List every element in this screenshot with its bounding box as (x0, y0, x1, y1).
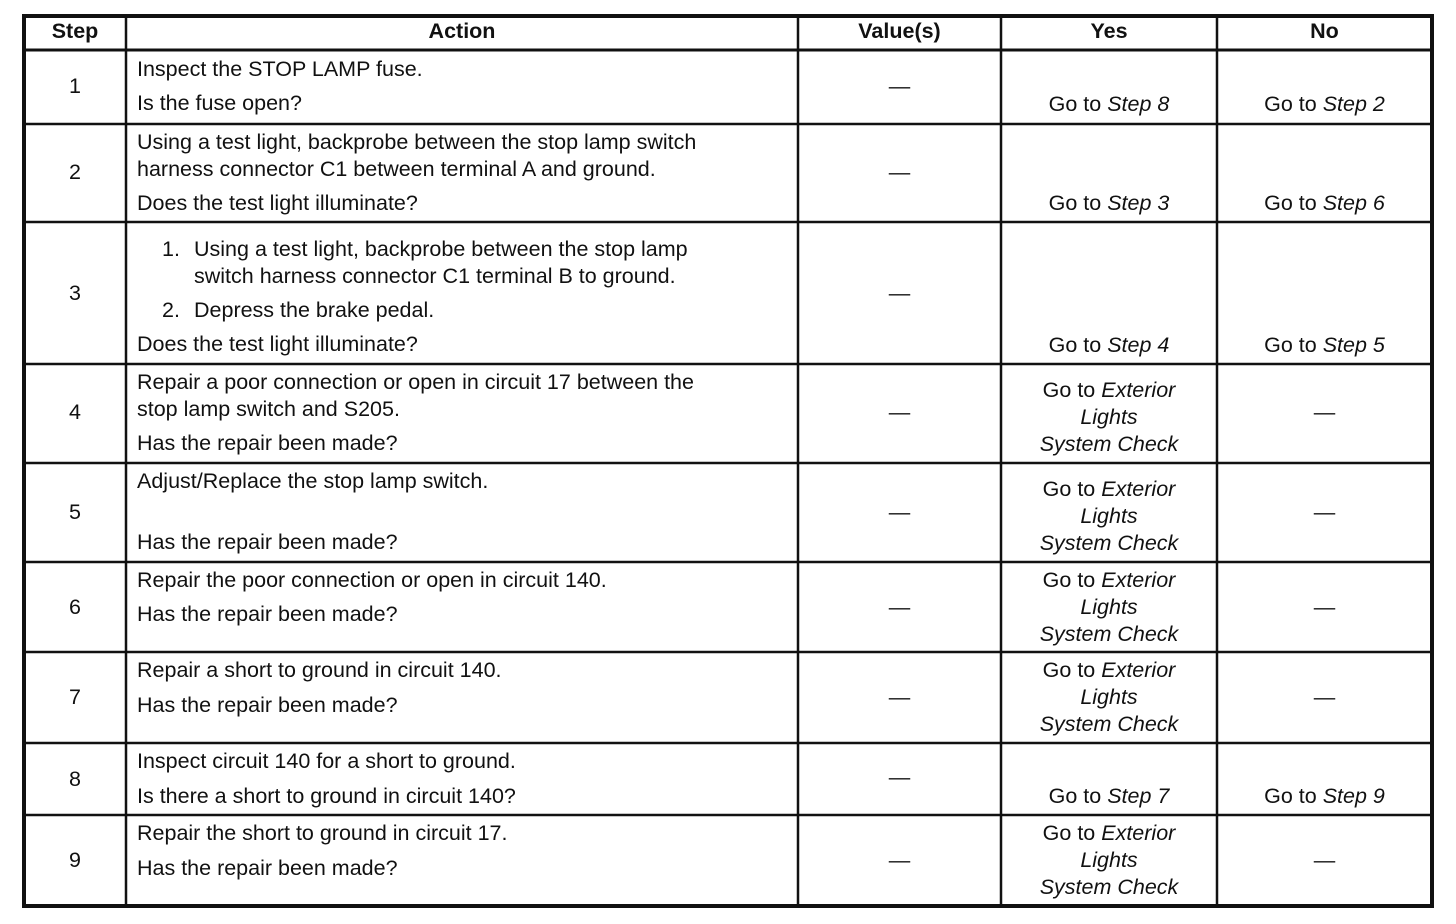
action-text: Repair a short to ground in circuit 140. (137, 658, 502, 682)
step-number: 6 (69, 595, 81, 619)
step-number: 3 (69, 281, 81, 305)
action-question: Is there a short to ground in circuit 140? (137, 784, 516, 808)
no-action: — (1313, 400, 1336, 424)
no-action: Go to Step 6 (1264, 191, 1385, 215)
action-text: Repair a poor connection or open in circuit 17 between the (137, 370, 694, 394)
step-number: 9 (69, 848, 81, 872)
value-dash: — (888, 160, 911, 184)
no-action: — (1313, 848, 1336, 872)
action-text: stop lamp switch and S205. (137, 397, 400, 421)
value-dash: — (888, 74, 911, 98)
no-action: Go to Step 2 (1264, 92, 1385, 116)
no-action: — (1313, 500, 1336, 524)
action-question: Has the repair been made? (137, 856, 398, 880)
value-dash: — (888, 400, 911, 424)
action-numbered-list (137, 297, 787, 324)
list-item: 1. Using a test light, backprobe between the stop lamp switch harness connector C1 terminal B to ground. (162, 237, 688, 288)
step-number: 7 (69, 685, 81, 709)
value-dash: — (888, 281, 911, 305)
action-question: Has the repair been made? (137, 431, 398, 455)
action-question: Has the repair been made? (137, 693, 398, 717)
no-action: — (1313, 685, 1336, 709)
value-dash: — (888, 500, 911, 524)
step-number: 8 (69, 767, 81, 791)
action-question: Is the fuse open? (137, 91, 302, 115)
header-step: Step (51, 19, 99, 43)
action-question: Does the test light illuminate? (137, 332, 418, 356)
step-number: 2 (69, 160, 81, 184)
header-no: No (1310, 19, 1339, 43)
list-item: 2. Depress the brake pedal. (162, 298, 435, 322)
action-text: Inspect circuit 140 for a short to ground. (137, 749, 516, 773)
yes-action: Go to Step 8 (1048, 92, 1170, 116)
value-dash: — (888, 848, 911, 872)
yes-action: Go to Step 7 (1048, 784, 1170, 808)
header-values: Value(s) (858, 19, 941, 43)
no-action: — (1313, 595, 1336, 619)
yes-action: Go to Step 4 (1048, 333, 1170, 357)
yes-action: Go to Exterior Lights System Check (1039, 378, 1179, 456)
action-question: Has the repair been made? (137, 530, 398, 554)
step-number: 1 (69, 74, 81, 98)
step-number: 5 (69, 500, 81, 524)
yes-action: Go to Exterior Lights System Check (1039, 568, 1179, 646)
value-dash: — (888, 595, 911, 619)
value-dash: — (888, 765, 911, 789)
value-dash: — (888, 685, 911, 709)
yes-action: Go to Exterior Lights System Check (1039, 477, 1179, 555)
action-question: Does the test light illuminate? (137, 191, 418, 215)
action-text: Repair the short to ground in circuit 17. (137, 821, 508, 845)
header-yes: Yes (1090, 19, 1128, 43)
yes-action: Go to Exterior Lights System Check (1039, 658, 1179, 736)
action-numbered-list (137, 236, 787, 290)
action-text: Inspect the STOP LAMP fuse. (137, 57, 423, 81)
action-text: Adjust/Replace the stop lamp switch. (137, 469, 489, 493)
yes-action: Go to Step 3 (1048, 191, 1170, 215)
step-number: 4 (69, 400, 81, 424)
no-action: Go to Step 5 (1264, 333, 1385, 357)
header-action: Action (428, 19, 496, 43)
action-text: Using a test light, backprobe between the stop lamp switch (137, 130, 697, 154)
action-text: harness connector C1 between terminal A and ground. (137, 157, 656, 181)
action-question: Has the repair been made? (137, 602, 398, 626)
yes-action: Go to Exterior Lights System Check (1039, 821, 1179, 899)
action-text: Repair the poor connection or open in circuit 140. (137, 568, 607, 592)
no-action: Go to Step 9 (1264, 784, 1385, 808)
